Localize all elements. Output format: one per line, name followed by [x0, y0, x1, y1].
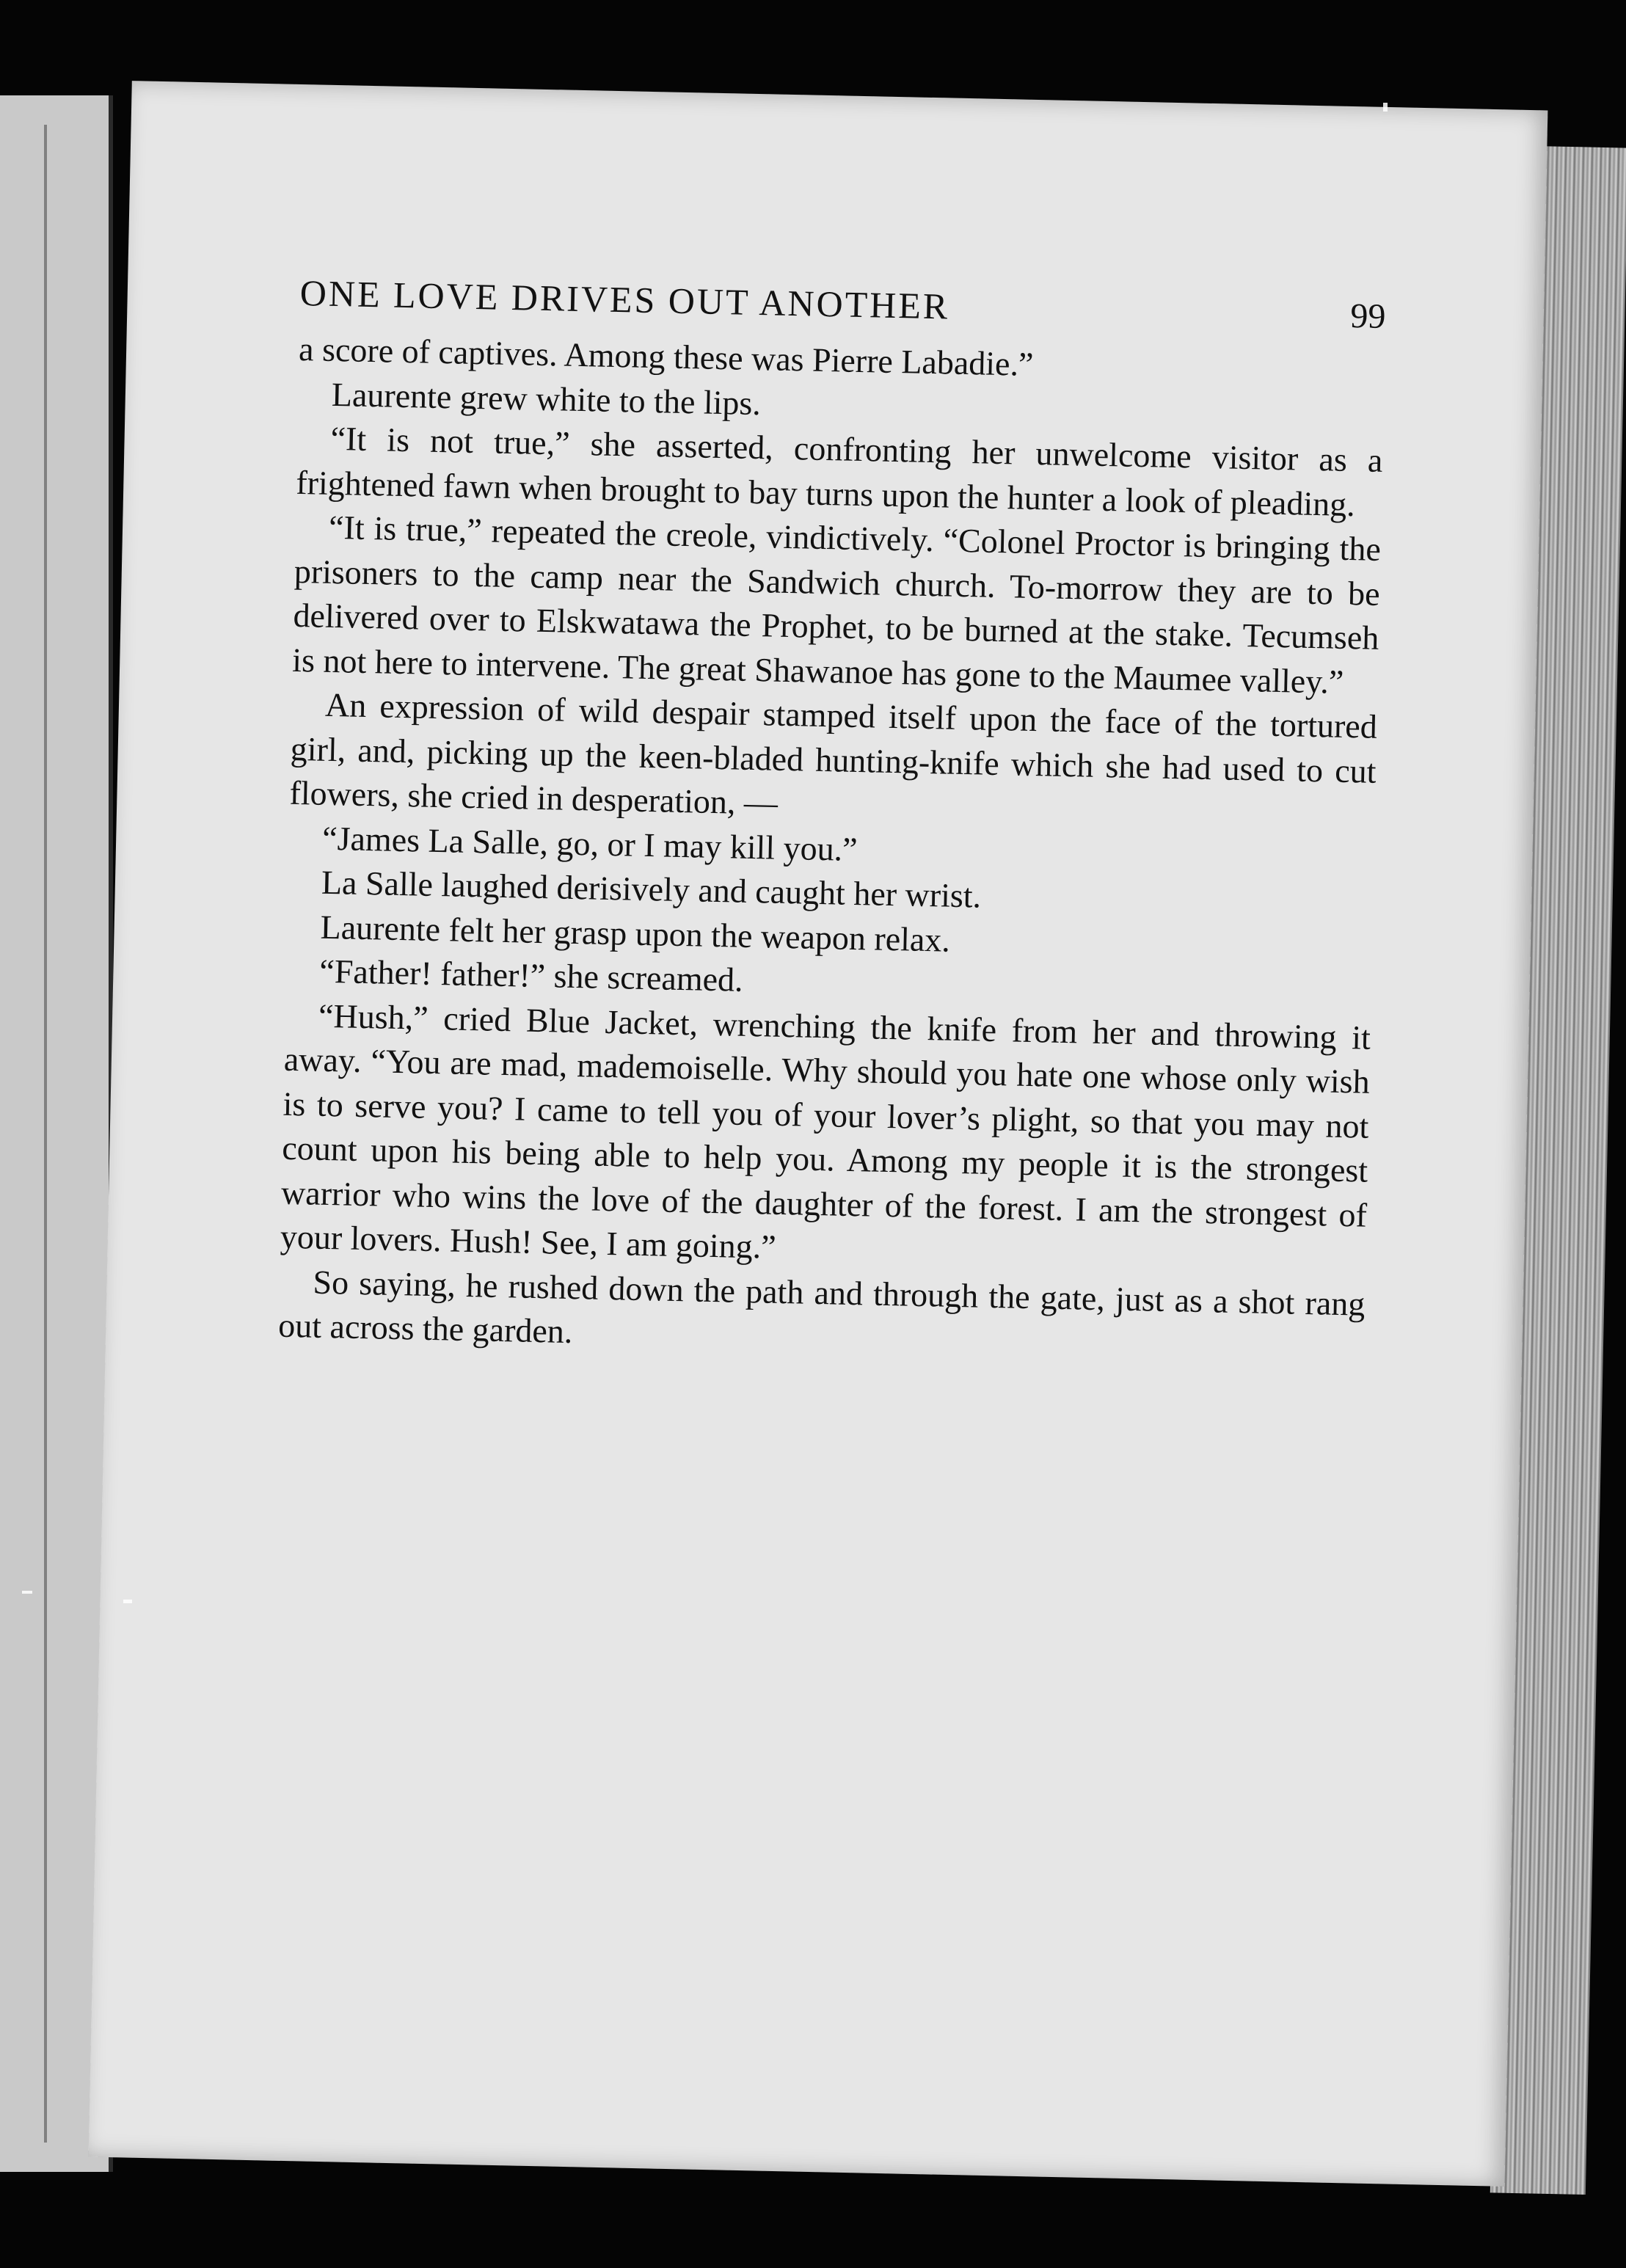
book-page	[89, 81, 1548, 2187]
paragraph: Laurente grew white to the lips.	[331, 375, 762, 422]
page-number: 99	[1349, 296, 1387, 336]
body-text	[278, 327, 1385, 1371]
paragraph: La Salle laughed derisively and caught her wrist.	[321, 863, 982, 915]
gutter-shadow	[44, 125, 47, 2143]
paragraph: “Father! father!” she screamed.	[318, 952, 744, 999]
scan-speck	[1383, 103, 1388, 112]
paragraph: “It is not true,” she asserted, confronting her unwelcome visitor as a frightened fawn when brought to bay turns upon the hunter a look of pleading.	[295, 419, 1383, 523]
paragraph: “Hush,” cried Blue Jacket, wrenching the knife from her and throwing it away. “You are mad, mademoiselle. Why should you hate one whose only wish is to serve you? I came to tell you of your lover’s plight, so that you may not count upon his being able to help you. Among my people it is the strongest warrior who wins the love of the daughter of the forest. I am the strongest of your lovers. Hush! See, I am going.”	[280, 996, 1371, 1266]
scan-speck	[22, 1591, 32, 1594]
paragraph: Laurente felt her grasp upon the weapon relax.	[320, 908, 951, 959]
paragraph: So saying, he rushed down the path and through the gate, just as a shot rang out across the garden.	[277, 1263, 1366, 1351]
scan-speck	[123, 1600, 132, 1603]
paragraph: “It is true,” repeated the creole, vindictively. “Colonel Proctor is bringing the prisoners to the camp near the Sandwich church. To-morrow they are to be delivered over to Elskwatawa the Prophet, to be burned at the stake. Tecumseh is not here to intervene. The great Shawanoe has gone to the Maumee valley.”	[291, 508, 1382, 701]
page-text-block	[278, 271, 1386, 1371]
paragraph: “James La Salle, go, or I may kill you.”	[321, 819, 858, 868]
running-head-title: ONE LOVE DRIVES OUT ANOTHER	[299, 271, 950, 327]
running-head	[299, 271, 1386, 337]
paragraph: a score of captives. Among these was Pierre Labadie.”	[298, 329, 1034, 383]
paragraph: An expression of wild despair stamped itself upon the face of the tortured girl, and, picking up the keen-bladed hunting-knife which she had used to cut flowers, she cried in desperation, —	[289, 685, 1378, 822]
